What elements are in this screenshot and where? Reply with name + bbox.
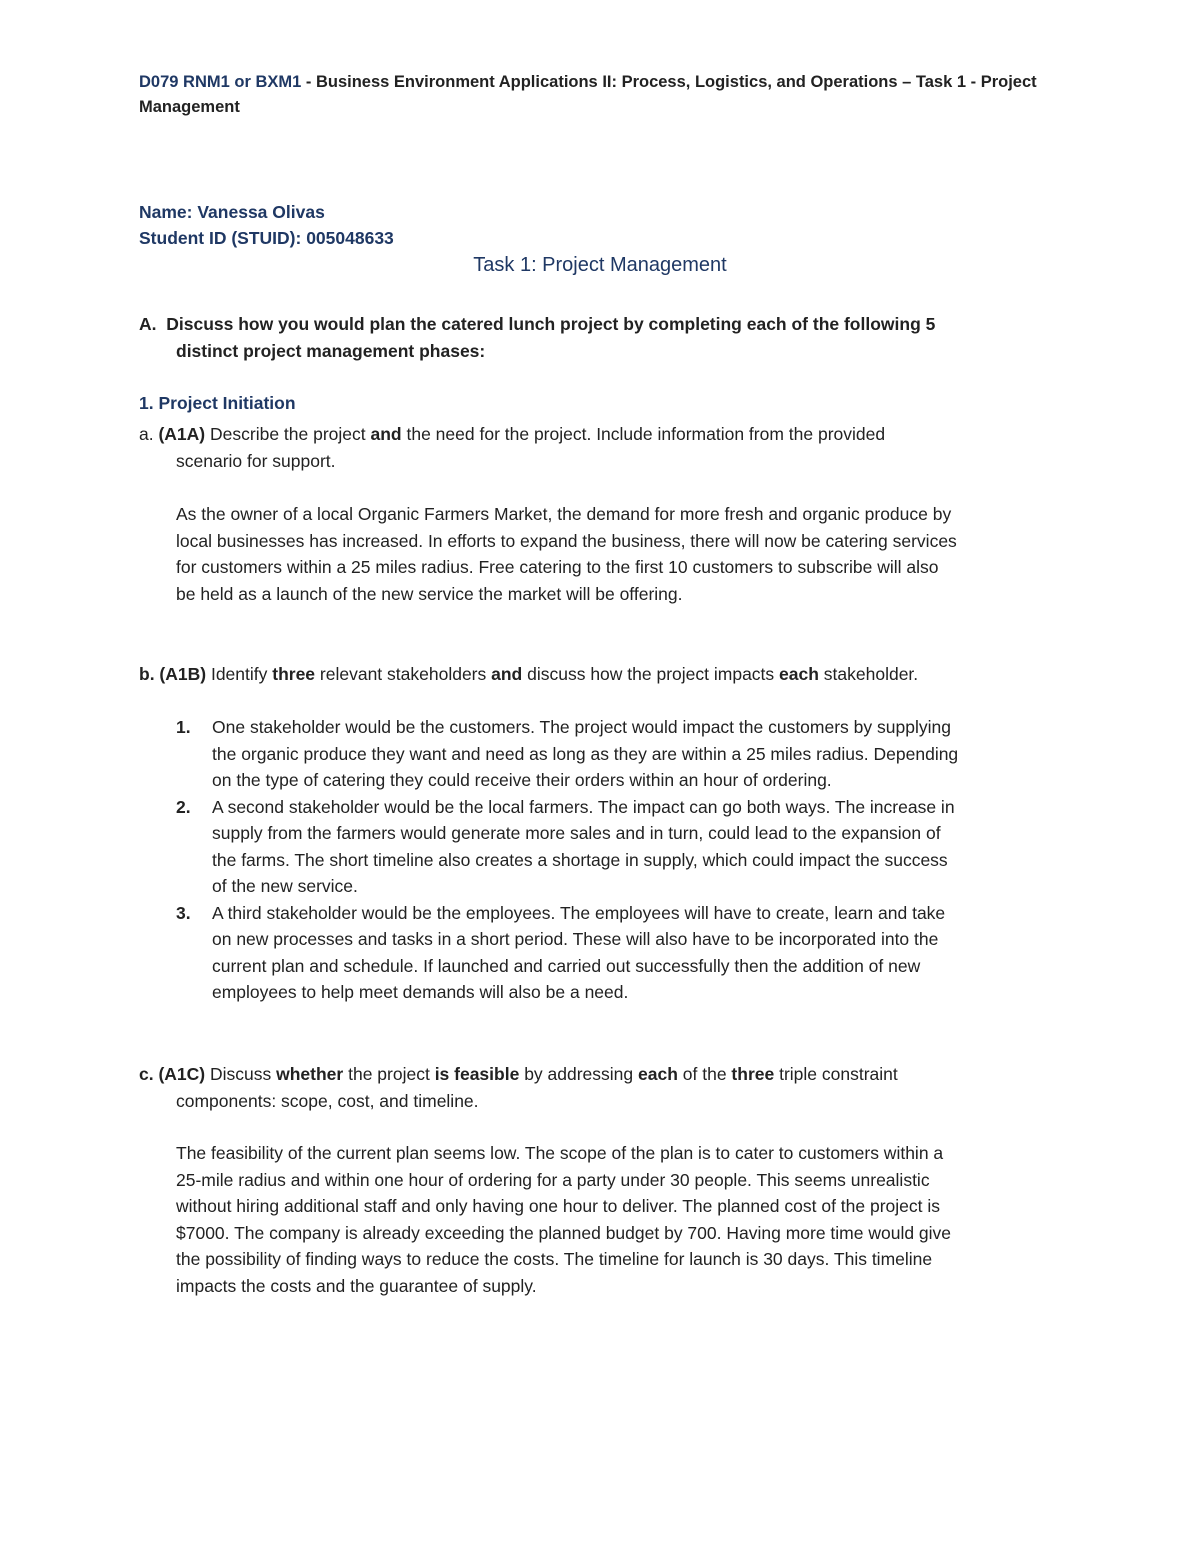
student-info xyxy=(139,199,394,251)
q-a1c-text1: Discuss xyxy=(205,1064,277,1084)
answer-a1c xyxy=(176,1140,1076,1299)
question-a1a xyxy=(139,421,1059,474)
stakeholder-list xyxy=(176,714,1076,1006)
list-item-line: One stakeholder would be the customers. The project would impact the customers by supplying xyxy=(212,717,951,737)
course-title-line2: Management xyxy=(139,98,240,116)
q-a1c-line2: components: scope, cost, and timeline. xyxy=(176,1090,479,1111)
q-a1b-bold1: three xyxy=(272,664,316,684)
list-item-line: current plan and schedule. If launched and carried out successfully then the addition of new xyxy=(212,955,921,976)
question-a1b xyxy=(139,661,1059,688)
list-item xyxy=(176,794,1076,900)
q-a1b-text4: stakeholder. xyxy=(818,664,919,684)
answer-a1c-line: 25-mile radius and within one hour of ordering for a party under 30 people. This seems unrealistic xyxy=(176,1169,930,1190)
q-a1a-code: (A1A) xyxy=(158,424,206,444)
answer-a1c-line: $7000. The company is already exceeding the planned budget by 700. Having more time would give xyxy=(176,1222,952,1243)
page-title: Task 1: Project Management xyxy=(473,254,727,276)
q-a1b-bold3: each xyxy=(779,664,819,684)
q-a1c-text4: of the xyxy=(677,1064,732,1084)
q-a1a-text2: the need for the project. Include information from the provided xyxy=(401,424,886,444)
section-a-heading xyxy=(139,311,1039,364)
q-a1c-text5: triple constraint xyxy=(774,1064,898,1084)
course-code: D079 RNM1 or BXM1 xyxy=(139,73,302,91)
phase-heading-initiation: 1. Project Initiation xyxy=(139,393,296,413)
answer-a1c-line: The feasibility of the current plan seems low. The scope of the plan is to cater to customers within a xyxy=(176,1143,944,1163)
q-a1a-bold1: and xyxy=(370,424,402,444)
answer-a1a xyxy=(176,501,1076,607)
list-item-line: supply from the farmers would generate more sales and in turn, could lead to the expansion of xyxy=(212,823,941,843)
list-item-line: the farms. The short timeline also creates a shortage in supply, which could impact the success xyxy=(212,849,948,870)
q-a1c-bold4: three xyxy=(731,1064,775,1084)
q-a1b-code: (A1B) xyxy=(159,664,207,684)
answer-a1c-line: the possibility of finding ways to reduce the costs. The timeline for launch is 30 days. This timeline xyxy=(176,1249,933,1269)
question-a1c xyxy=(139,1061,1059,1114)
q-a1c-text2: the project xyxy=(343,1064,435,1084)
answer-a1a-line: be held as a launch of the new service the market will be offering. xyxy=(176,583,683,604)
list-item xyxy=(176,714,1076,794)
answer-a1a-line: local businesses has increased. In efforts to expand the business, there will now be catering services xyxy=(176,530,957,551)
list-item-number: 2. xyxy=(176,796,191,817)
list-item-line: employees to help meet demands will also be a need. xyxy=(212,982,629,1002)
q-a1b-text1: Identify xyxy=(206,664,273,684)
q-a1b-prefix: b. xyxy=(139,664,160,684)
list-item-line: A second stakeholder would be the local farmers. The impact can go both ways. The increase in xyxy=(212,796,955,817)
answer-a1c-line: impacts the costs and the guarantee of supply. xyxy=(176,1275,537,1296)
student-name: Name: Vanessa Olivas xyxy=(139,202,325,222)
q-a1b-text3: discuss how the project impacts xyxy=(522,664,780,684)
list-item-line: the organic produce they want and need as long as they are within a 25 miles radius. Depending xyxy=(212,743,959,764)
list-item-number: 3. xyxy=(176,902,191,923)
answer-a1a-line: As the owner of a local Organic Farmers Market, the demand for more fresh and organic produce by xyxy=(176,504,952,524)
list-item xyxy=(176,900,1076,1006)
q-a1c-code: (A1C) xyxy=(158,1064,206,1084)
list-item-line: on new processes and tasks in a short period. These will also have to be incorporated into the xyxy=(212,929,939,949)
q-a1a-prefix: a. xyxy=(139,424,159,444)
course-title: - Business Environment Applications II: Process, Logistics, and Operations – Task 1 - Project xyxy=(301,73,1037,91)
document-header xyxy=(139,70,1059,120)
q-a1c-bold3: each xyxy=(638,1064,678,1084)
student-id: Student ID (STUID): 005048633 xyxy=(139,228,394,248)
q-a1b-bold2: and xyxy=(491,664,523,684)
q-a1c-bold2: is feasible xyxy=(434,1064,520,1084)
list-item-line: of the new service. xyxy=(212,876,358,896)
q-a1c-prefix: c. xyxy=(139,1064,159,1084)
answer-a1a-line: for customers within a 25 miles radius. Free catering to the first 10 customers to subscribe will also xyxy=(176,557,939,577)
answer-a1c-line: without hiring additional staff and only having one hour to deliver. The planned cost of the project is xyxy=(176,1196,941,1216)
section-a-label: A. xyxy=(139,314,157,334)
q-a1b-text2: relevant stakeholders xyxy=(315,664,492,684)
q-a1c-text3: by addressing xyxy=(519,1064,639,1084)
q-a1a-text1: Describe the project xyxy=(205,424,371,444)
list-item-line: on the type of catering they could receive their orders within an hour of ordering. xyxy=(212,770,832,790)
list-item-number: 1. xyxy=(176,717,191,737)
list-item-line: A third stakeholder would be the employees. The employees will have to create, learn and take xyxy=(212,902,946,923)
section-a-line2: distinct project management phases: xyxy=(176,340,486,361)
q-a1c-bold1: whether xyxy=(276,1064,344,1084)
section-a-line1: Discuss how you would plan the catered lunch project by completing each of the following 5 xyxy=(166,314,936,334)
q-a1a-line2: scenario for support. xyxy=(176,450,336,471)
